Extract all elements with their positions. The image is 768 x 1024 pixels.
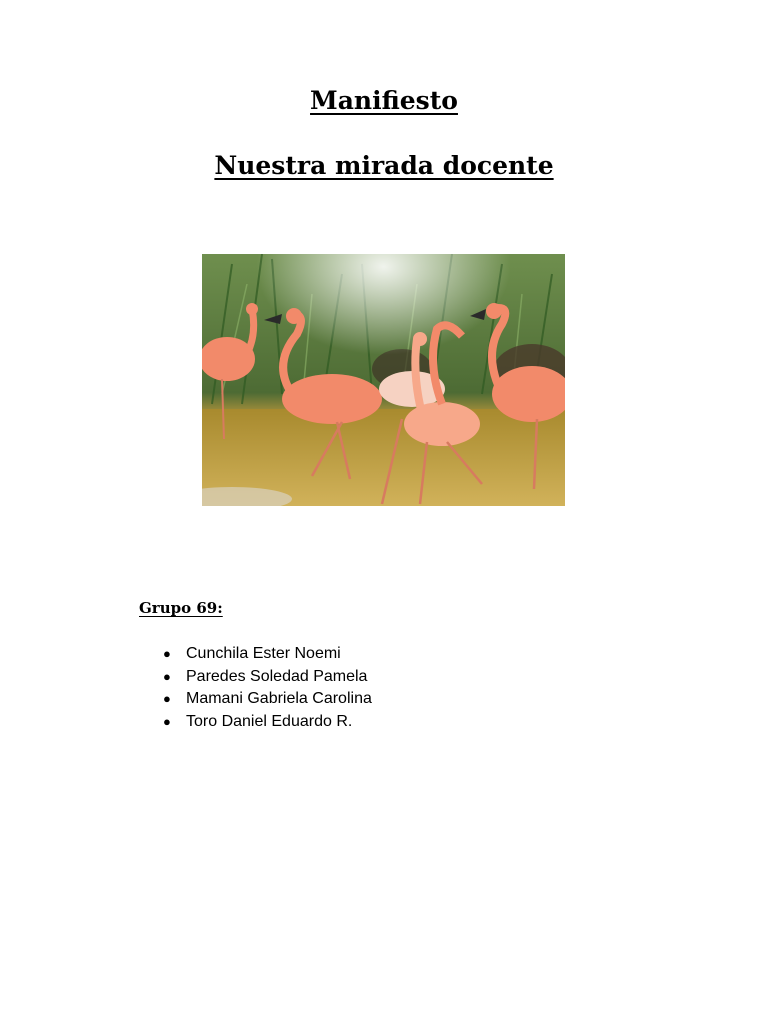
bullet-icon: ●	[163, 668, 171, 684]
member-name: Cunchila Ester Noemi	[186, 645, 341, 662]
list-item	[163, 689, 372, 712]
member-name: Toro Daniel Eduardo R.	[186, 712, 353, 730]
bullet-icon: ●	[163, 646, 171, 661]
list-item	[163, 667, 372, 690]
list-item	[163, 644, 372, 667]
members-list	[163, 644, 372, 734]
member-name: Paredes Soledad Pamela	[186, 667, 368, 685]
group-label: Grupo 69:	[139, 599, 223, 617]
member-name: Mamani Gabriela Carolina	[186, 690, 372, 707]
bullet-icon: ●	[163, 691, 171, 706]
flamingos-photo	[202, 254, 565, 506]
list-item	[163, 712, 372, 735]
bullet-icon: ●	[163, 713, 171, 729]
document-title: Manifiesto	[310, 86, 458, 115]
document-subtitle: Nuestra mirada docente	[214, 151, 554, 180]
